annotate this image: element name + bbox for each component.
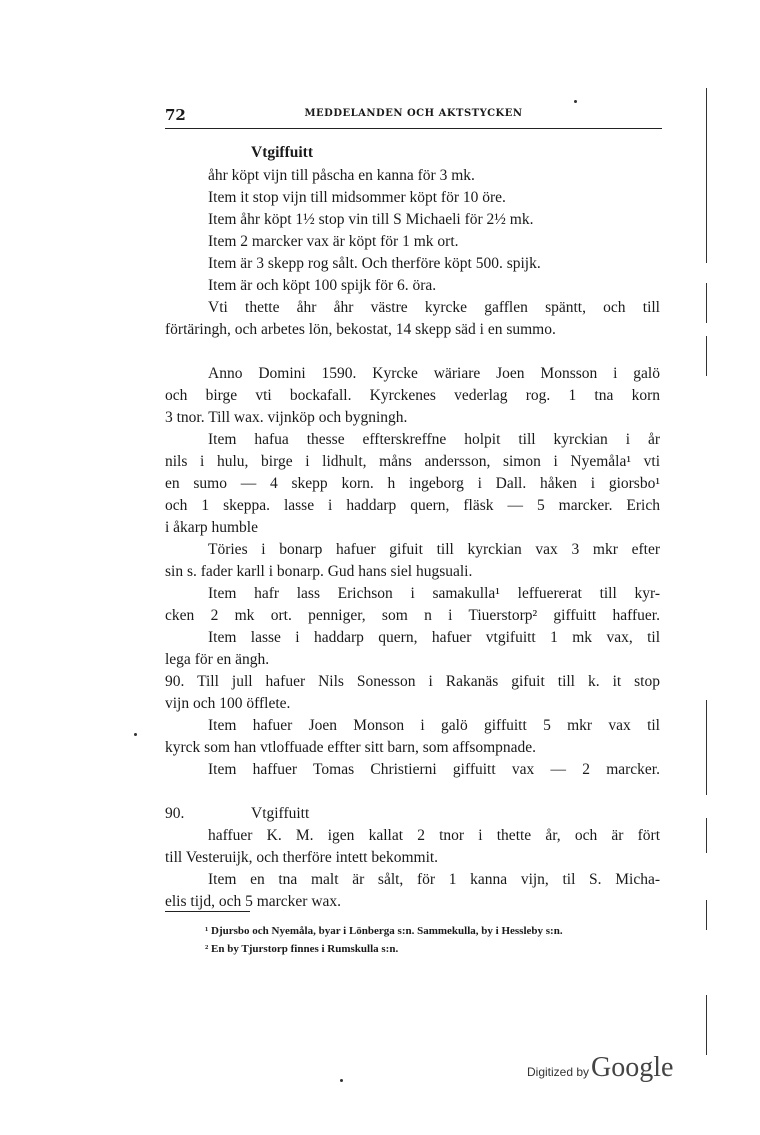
scan-margin-line <box>706 283 707 323</box>
text-line: Item hafua thesse effterskreffne holpit till kyrckian i år <box>208 431 660 448</box>
text-line: nils i hulu, birge i lidhult, måns andersson, simon i Nyemåla¹ vti <box>165 453 660 470</box>
text-line: och birge vti bockafall. Kyrckenes vederlag rog. 1 tna korn <box>165 387 660 404</box>
text-line: i åkarp humble <box>165 519 258 536</box>
page-header <box>165 106 662 129</box>
section-heading: Vtgiffuitt <box>251 144 313 161</box>
text-line: lega för en ängh. <box>165 651 270 668</box>
footnote-rule <box>165 911 250 912</box>
running-head: MEDDELANDEN OCH AKTSTYCKEN <box>304 108 523 119</box>
text-line: Item haffuer Tomas Christierni giffuitt vax — 2 marcker. <box>208 761 660 778</box>
text-line: 90. Till jull hafuer Nils Sonesson i Rakanäs gifuit till k. it stop <box>165 673 660 690</box>
text-line: till Vesteruijk, och therföre intett bekommit. <box>165 849 439 866</box>
text-line: kyrck som han vtloffuade effter sitt barn, som affsompnade. <box>165 739 537 756</box>
page-number: 72 <box>165 106 186 124</box>
text-line: Item hafr lass Erichson i samakulla¹ leffuererat till kyr- <box>208 585 660 602</box>
google-logo: Google <box>591 1052 674 1083</box>
section-heading: Vtgiffuitt <box>251 805 310 822</box>
text-line: cken 2 mk ort. penniger, som n i Tiuerstorp² giffuitt haffuer. <box>165 607 660 624</box>
text-line: Item är och köpt 100 spijk för 6. öra. <box>208 277 437 294</box>
scan-speck <box>340 1079 343 1082</box>
text-line: haffuer K. M. igen kallat 2 tnor i thette år, och är fört <box>208 827 660 844</box>
text-line: Vti thette åhr åhr västre kyrcke gafflen späntt, och till <box>208 299 660 316</box>
text-line: förtäringh, och arbetes lön, bekostat, 14 skepp säd i en summo. <box>165 321 556 338</box>
text-line: Item åhr köpt 1½ stop vin till S Michaeli för 2½ mk. <box>208 211 534 228</box>
scan-margin-line <box>706 818 707 853</box>
footnote-2: ² En by Tjurstorp finnes i Rumskulla s:n. <box>205 943 399 955</box>
scan-speck <box>134 733 137 736</box>
footnote-1: ¹ Djursbo och Nyemåla, byar i Lönberga s:n. Sammekulla, by i Hessleby s:n. <box>205 925 563 937</box>
scan-margin-line <box>706 88 707 263</box>
text-line: vijn och 100 öfflete. <box>165 695 291 712</box>
text-line: en sumo — 4 skepp korn. h ingeborg i Dall. håken i giorsbo¹ <box>165 475 660 492</box>
text-line: Item 2 marcker vax är köpt för 1 mk ort. <box>208 233 459 250</box>
text-line: elis tijd, och 5 marcker wax. <box>165 893 342 910</box>
text-line: Item lasse i haddarp quern, hafuer vtgifuitt 1 mk vax, til <box>208 629 660 646</box>
digitized-by-label: Digitized by <box>527 1065 590 1079</box>
text-line: Item en tna malt är sålt, för 1 kanna vijn, til S. Micha- <box>208 871 660 888</box>
text-line: och 1 skeppa. lasse i haddarp quern, fläsk — 5 marcker. Erich <box>165 497 660 514</box>
text-line: Töries i bonarp hafuer gifuit till kyrckian vax 3 mkr efter <box>208 541 660 558</box>
text-line: åhr köpt vijn till påscha en kanna för 3 mk. <box>208 167 475 184</box>
text-line: Item är 3 skepp rog sålt. Och therföre köpt 500. spijk. <box>208 255 541 272</box>
text-line: sin s. fader karll i bonarp. Gud hans siel hugsuali. <box>165 563 473 580</box>
digitized-watermark <box>527 1052 673 1084</box>
scan-margin-line <box>706 336 707 376</box>
scan-speck <box>574 100 577 103</box>
text-line: Item it stop vijn till midsommer köpt för 10 öre. <box>208 189 506 206</box>
scan-margin-line <box>706 995 707 1055</box>
scan-margin-line <box>706 700 707 795</box>
text-line: Item hafuer Joen Monson i galö giffuitt 5 mkr vax til <box>208 717 660 734</box>
text-line: 3 tnor. Till wax. vijnköp och bygningh. <box>165 409 408 426</box>
year-marker: 90. <box>165 805 185 822</box>
text-line: Anno Domini 1590. Kyrcke wäriare Joen Monsson i galö <box>208 365 660 382</box>
scan-margin-line <box>706 900 707 930</box>
